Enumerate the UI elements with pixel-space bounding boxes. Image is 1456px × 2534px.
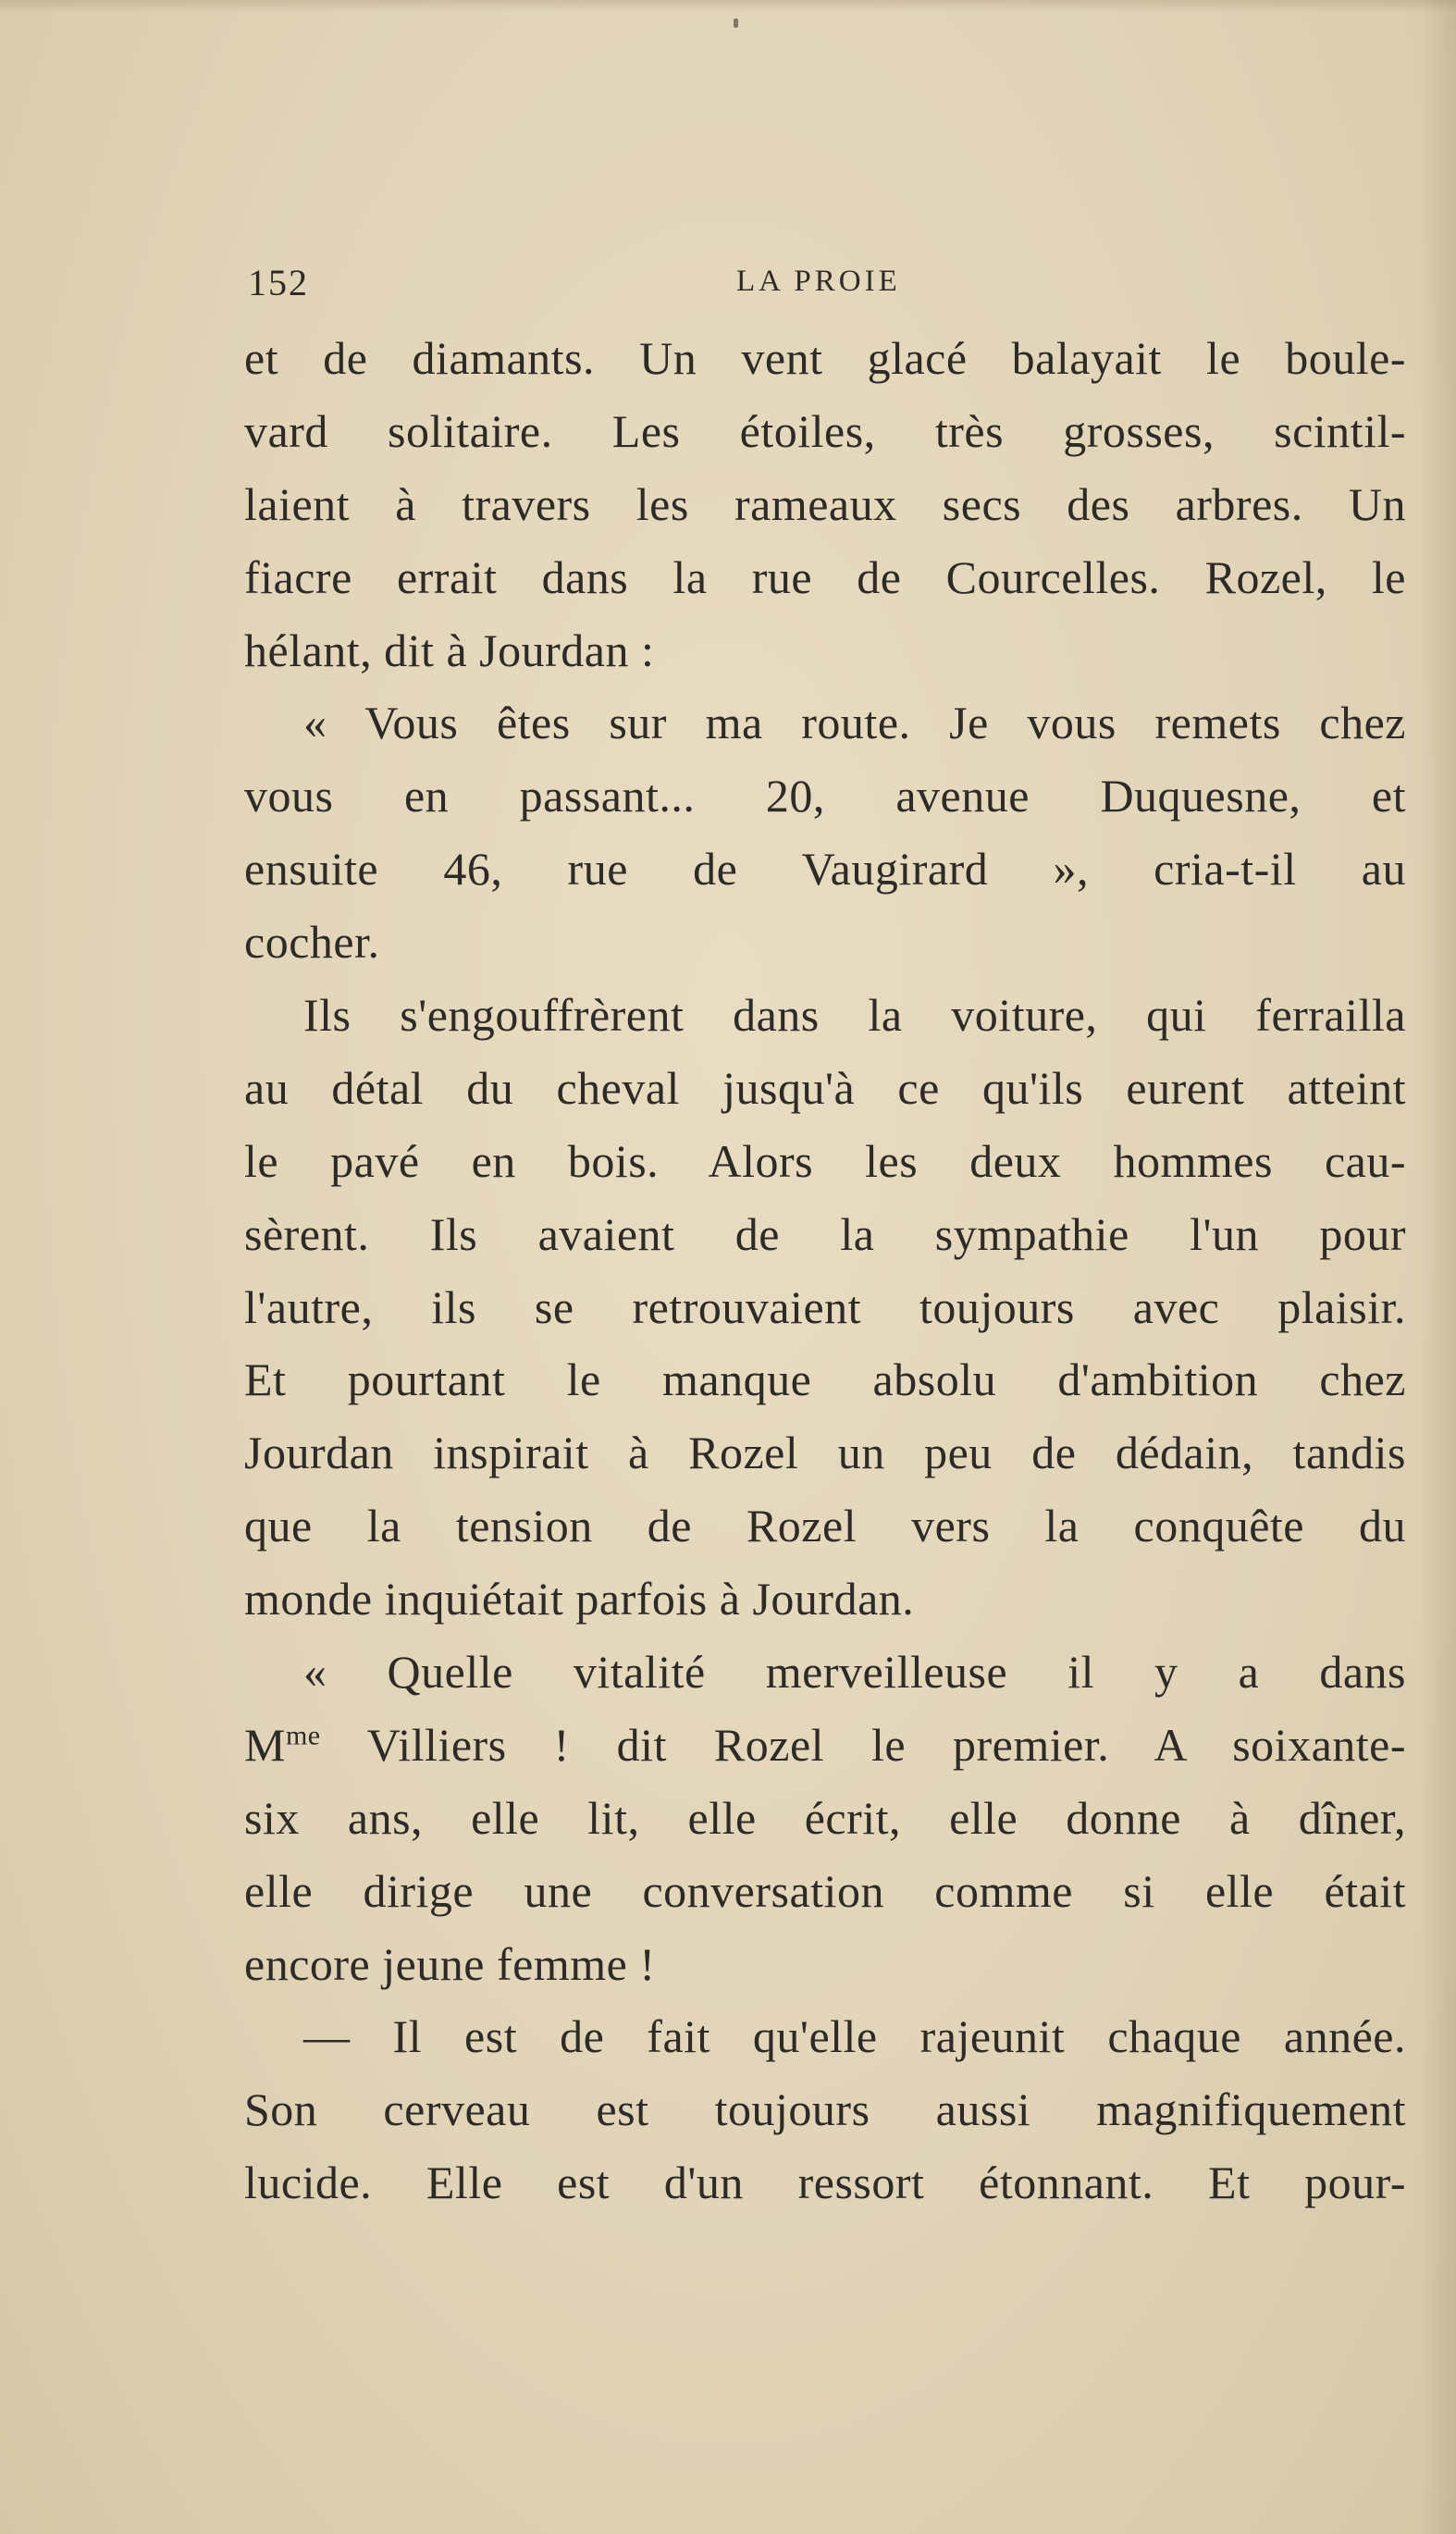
page-gutter-shadow [1419, 0, 1456, 2534]
running-title: LA PROIE [736, 265, 901, 298]
text-line: — Il est de fait qu'elle rajeunit chaque année. [303, 2010, 1406, 2063]
text-line: « Vous êtes sur ma route. Je vous remets chez [303, 697, 1406, 749]
text-line: $M^{me}$ Villiers ! dit Rozel le premier. A soixante- [244, 1718, 1406, 1771]
text-line: « Quelle vitalité merveilleuse il y a dans [303, 1646, 1406, 1699]
body-text [244, 322, 1406, 2219]
text-line: Et pourtant le manque absolu d'ambition chez [244, 1354, 1406, 1406]
text-line: Son cerveau est toujours aussi magnifiquement [244, 2083, 1406, 2136]
text-line: six ans, elle lit, elle écrit, elle donne à dîner, [244, 1791, 1406, 1844]
ink-speck [734, 19, 738, 28]
text-line: sèrent. Ils avaient de la sympathie l'un pour [244, 1207, 1406, 1260]
page-number: 152 [248, 262, 309, 303]
text-line: au détal du cheval jusqu'à ce qu'ils eurent atteint [244, 1061, 1406, 1114]
text-line: encore jeune femme ! [244, 1937, 656, 1990]
text-line: ensuite 46, rue de Vaugirard », cria-t-il au [244, 843, 1406, 896]
text-line: lucide. Elle est d'un ressort étonnant. Et pour- [244, 2157, 1406, 2209]
text-line: et de diamants. Un vent glacé balayait le boule- [244, 332, 1406, 384]
text-line: Ils s'engouffrèrent dans la voiture, qui ferrailla [303, 989, 1406, 1042]
text-line: cocher. [244, 916, 380, 969]
running-head [248, 261, 1406, 307]
text-line: vous en passant... 20, avenue Duquesne, et [244, 770, 1406, 822]
text-line: fiacre errait dans la rue de Courcelles. Rozel, le [244, 550, 1406, 603]
text-line: que la tension de Rozel vers la conquête du [244, 1500, 1406, 1552]
page-top-shadow [0, 0, 1456, 13]
text-line: Jourdan inspirait à Rozel un peu de dédain, tandis [244, 1427, 1406, 1479]
text-line: elle dirige une conversation comme si elle était [244, 1864, 1406, 1917]
text-line: vard solitaire. Les étoiles, très grosses, scintil- [244, 404, 1406, 457]
text-line: monde inquiétait parfois à Jourdan. [244, 1573, 915, 1625]
text-line: laient à travers les rameaux secs des arbres. Un [244, 477, 1406, 530]
text-line: l'autre, ils se retrouvaient toujours avec plaisir. [244, 1280, 1406, 1333]
text-line: hélant, dit à Jourdan : [244, 624, 655, 676]
text-line: le pavé en bois. Alors les deux hommes cau- [244, 1134, 1406, 1187]
